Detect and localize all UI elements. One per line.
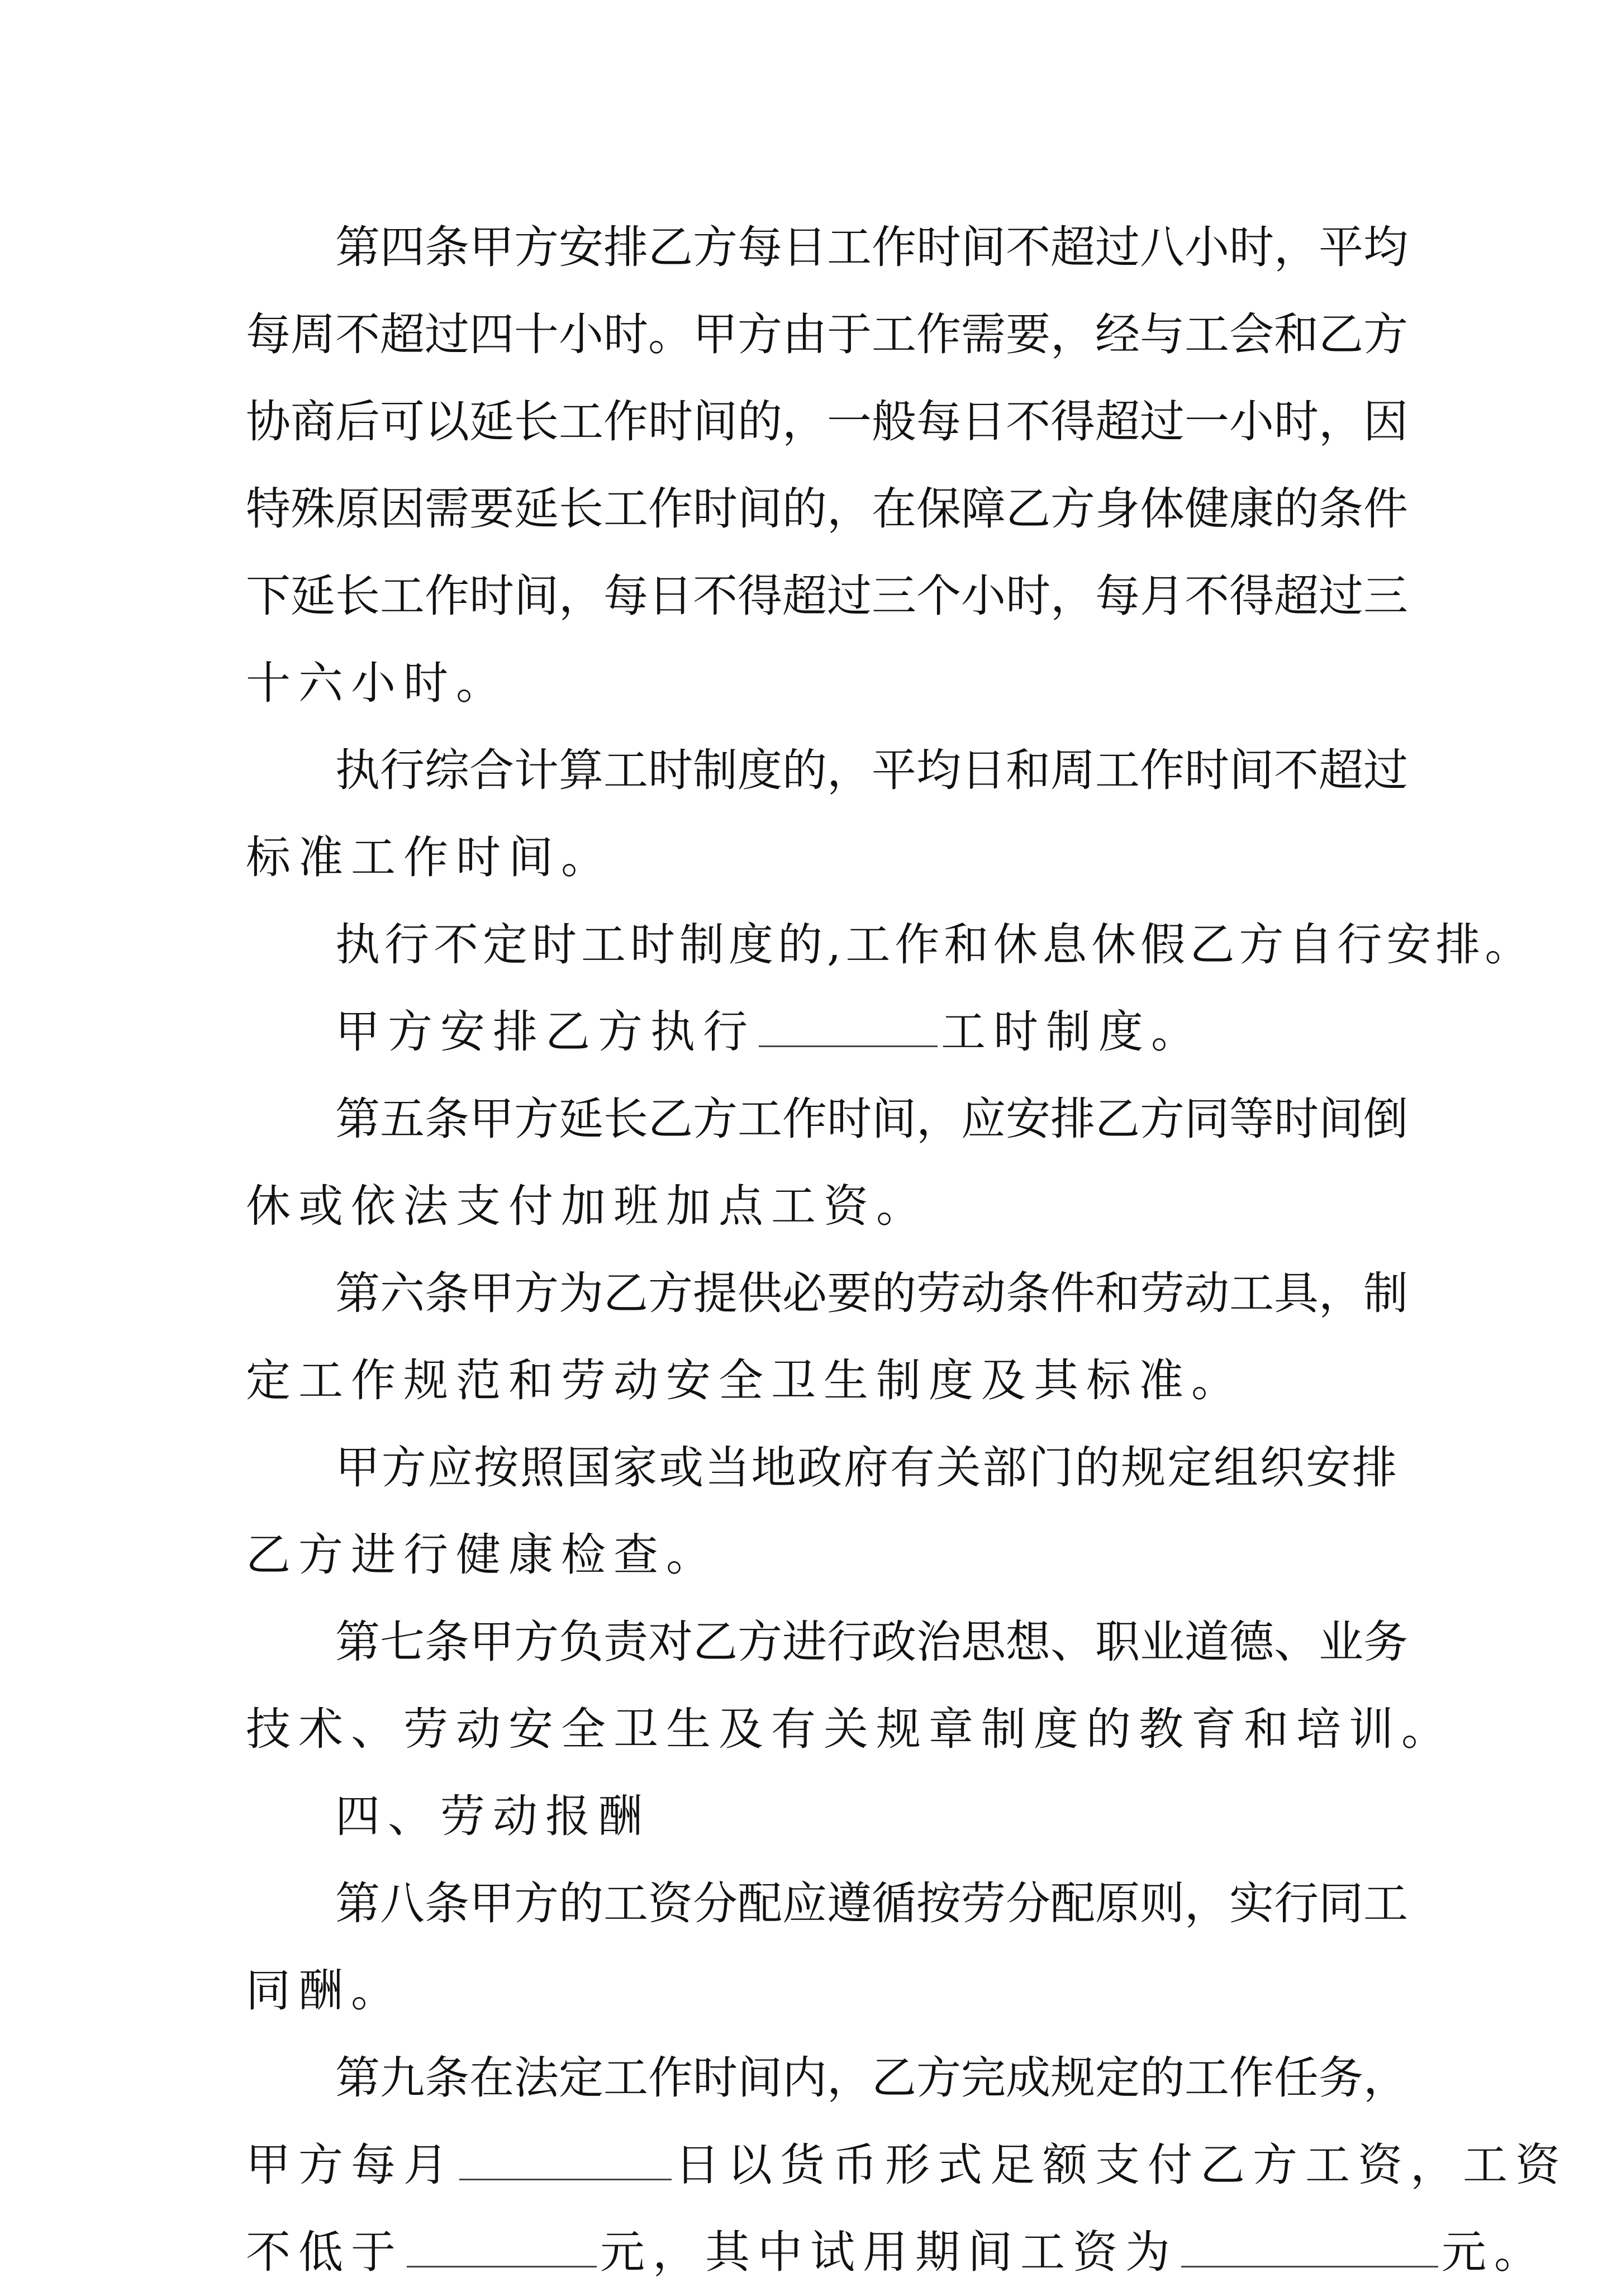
- paragraph-line-with-blank: [246, 988, 1397, 1076]
- line-text: 日以货币形式足额支付乙方工资，工资: [675, 2139, 1568, 2191]
- paragraph-line: 每周不超过四十小时。甲方由于工作需要，经与工会和乙方: [246, 308, 1408, 360]
- paragraph-line: 乙方进行健康检查。: [246, 1529, 719, 1581]
- paragraph-line: 第七条甲方负责对乙方进行政治思想、职业道德、业务: [335, 1616, 1408, 1668]
- fill-in-blank[interactable]: [759, 1006, 938, 1047]
- paragraph-line-with-blank: [246, 2209, 1547, 2296]
- fill-in-blank[interactable]: [459, 2140, 672, 2180]
- fill-in-blank[interactable]: [407, 2227, 597, 2268]
- line-text: 甲方每月: [246, 2139, 456, 2191]
- paragraph-line: 第八条甲方的工资分配应遵循按劳分配原则，实行同工: [335, 1877, 1408, 1929]
- paragraph-line: 执行综合计算工时制度的，平均日和周工作时间不超过: [335, 744, 1408, 796]
- paragraph-line: 第六条甲方为乙方提供必要的劳动条件和劳动工具，制: [335, 1267, 1408, 1319]
- paragraph-line: 休或依法支付加班加点工资。: [246, 1180, 929, 1232]
- paragraph-line: 同酬。: [246, 1965, 403, 2017]
- paragraph-line: 定工作规范和劳动安全卫生制度及其标准。: [246, 1354, 1244, 1406]
- line-text: 甲方安排乙方执行: [335, 1006, 755, 1058]
- paragraph-line: 第九条在法定工作时间内，乙方完成规定的工作任务，: [335, 2052, 1408, 2104]
- paragraph-line: 执行不定时工时制度的,工作和休息休假乙方自行安排。: [335, 919, 1534, 971]
- line-text: 元，其中试用期间工资为: [600, 2226, 1178, 2278]
- paragraph-line: 协商后可以延长工作时间的，一般每日不得超过一小时，因: [246, 396, 1408, 448]
- fill-in-blank[interactable]: [1181, 2227, 1438, 2268]
- paragraph-line: 下延长工作时间，每日不得超过三个小时，每月不得超过三: [246, 570, 1408, 622]
- paragraph-line: 标准工作时间。: [246, 831, 613, 883]
- line-text: 不低于: [246, 2226, 403, 2278]
- paragraph-line: 第五条甲方延长乙方工作时间，应安排乙方同等时间倒: [335, 1093, 1408, 1145]
- document-body: [246, 204, 1568, 2296]
- paragraph-line: 十六小时。: [246, 657, 508, 709]
- line-text: 工时制度。: [941, 1006, 1204, 1058]
- paragraph-line: 特殊原因需要延长工作时间的，在保障乙方身体健康的条件: [246, 483, 1408, 535]
- paragraph-line: 第四条甲方安排乙方每日工作时间不超过八小时，平均: [335, 221, 1408, 273]
- paragraph-line: 技术、劳动安全卫生及有关规章制度的教育和培训。: [246, 1703, 1454, 1755]
- section-heading: 四、劳动报酬: [335, 1790, 650, 1842]
- paragraph-line: 甲方应按照国家或当地政府有关部门的规定组织安排: [335, 1442, 1397, 1494]
- paragraph-line-with-blank: [246, 2122, 1568, 2209]
- line-text: 元。: [1442, 2226, 1547, 2278]
